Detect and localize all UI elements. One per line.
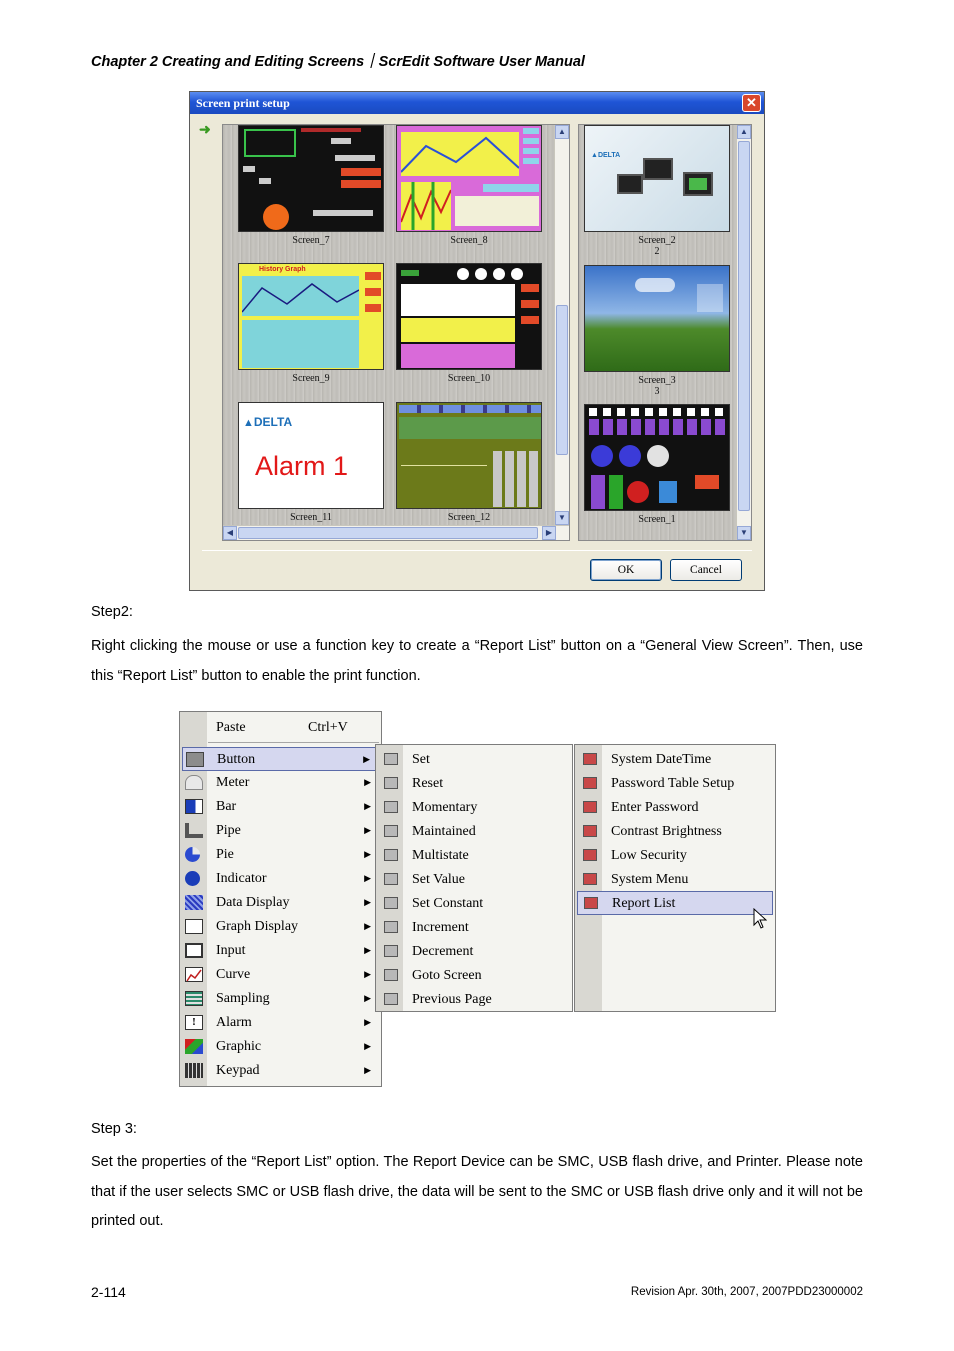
menu-item-label: Set Constant (412, 896, 484, 911)
submenu-item-password-table-setup[interactable] (577, 772, 773, 796)
menu-item-label: Input (216, 943, 246, 958)
menu-item-label: Maintained (412, 824, 476, 839)
revision-info: Revision Apr. 30th, 2007, 2007PDD23000002 (630, 1286, 863, 1298)
screen-thumbnail[interactable] (396, 402, 542, 523)
button-icon (384, 825, 398, 837)
submenu-item-previous-page[interactable] (378, 988, 570, 1012)
menu-item-input[interactable] (182, 939, 379, 963)
close-icon[interactable]: ✕ (742, 94, 761, 112)
menu-item-label: Sampling (216, 991, 270, 1006)
submenu-arrow-icon: ▶ (364, 1041, 371, 1051)
menu-item-indicator[interactable] (182, 867, 379, 891)
submenu-arrow-icon: ▶ (363, 754, 370, 764)
thumbnail-label: Screen_12 (447, 512, 491, 523)
button-icon (384, 945, 398, 957)
menu-item-label: Keypad (216, 1063, 260, 1078)
thumbnail-number: 2 (654, 246, 660, 257)
line-graph-icon (401, 132, 519, 176)
delta-logo: ▲DELTA (243, 415, 293, 429)
input-icon (185, 943, 203, 958)
thumbnail-caption: History Graph (259, 266, 306, 273)
thumbnail-label: Screen_11 (290, 512, 332, 523)
meter-icon (185, 775, 203, 790)
cancel-button[interactable]: Cancel (670, 559, 742, 581)
step2-heading: Step2: (91, 604, 133, 620)
scroll-down-icon[interactable]: ▼ (737, 526, 751, 540)
submenu-item-reset[interactable] (378, 772, 570, 796)
screen-thumbnail[interactable] (584, 125, 730, 257)
dialog-title: Screen print setup (196, 96, 290, 110)
pipe-icon (185, 823, 203, 838)
menu-item-label: Reset (412, 776, 444, 791)
scroll-thumb[interactable] (238, 527, 538, 539)
data-display-icon (185, 895, 203, 910)
screen-thumbnail[interactable] (584, 404, 730, 525)
menu-item-label: Pie (216, 847, 234, 862)
submenu-item-set-value[interactable] (378, 868, 570, 892)
submenu-item-system-datetime[interactable] (577, 748, 773, 772)
submenu-arrow-icon: ▶ (364, 993, 371, 1003)
menu-item-label: Graph Display (216, 919, 299, 934)
menu-item-sampling[interactable] (182, 987, 379, 1011)
context-menu (179, 711, 382, 1087)
menu-item-label: System DateTime (611, 752, 712, 767)
thumbnail-image (396, 263, 542, 370)
submenu-item-multistate[interactable] (378, 844, 570, 868)
menu-item-label: Contrast Brightness (611, 824, 722, 839)
menu-item-label: Bar (216, 799, 237, 814)
thumbnail-image (584, 404, 730, 511)
thumbnail-number: 3 (654, 386, 660, 397)
graph-display-icon (185, 919, 203, 934)
alarm-icon: ! (185, 1015, 203, 1030)
menu-item-pie[interactable] (182, 843, 379, 867)
step3-text: Set the properties of the “Report List” option. The Report Device can be SMC, USB flash drive, and Printer. Please note that if the user selects SMC or USB flash drive, the data will be sent to the SMC or USB flash drive only and it will not be printed out. (91, 1154, 863, 1229)
system-button-submenu (574, 744, 776, 1012)
menu-item-label: Graphic (216, 1039, 262, 1054)
step3-heading: Step 3: (91, 1121, 137, 1137)
vertical-scrollbar[interactable] (554, 125, 569, 525)
button-icon (583, 801, 597, 813)
menu-separator (208, 742, 379, 743)
menu-item-label: Increment (412, 920, 469, 935)
button-submenu (375, 744, 573, 1012)
menu-item-label: Momentary (412, 800, 478, 815)
menu-item-label: Report List (612, 896, 676, 911)
scroll-thumb[interactable] (556, 305, 568, 455)
submenu-item-momentary[interactable] (378, 796, 570, 820)
thumbnail-image (584, 125, 730, 232)
step2-text: Right clicking the mouse or use a function key to create a “Report List” button on a “General View Screen”. Then, use this “Report List” button to enable the print function. (91, 638, 863, 684)
menu-item-bar[interactable] (182, 795, 379, 819)
submenu-arrow-icon: ▶ (364, 921, 371, 931)
menu-item-button[interactable] (182, 747, 379, 771)
bar-graph-icon (401, 182, 451, 230)
menu-item-graph-display[interactable] (182, 915, 379, 939)
screen-thumbnail[interactable] (396, 125, 542, 246)
thumbnail-label: Screen_8 (450, 235, 488, 246)
submenu-item-increment[interactable] (378, 916, 570, 940)
submenu-item-set[interactable] (378, 748, 570, 772)
thumbnail-label: Screen_2 (638, 235, 676, 246)
history-graph-icon (242, 276, 359, 316)
submenu-arrow-icon: ▶ (364, 1065, 371, 1075)
menu-item-data-display[interactable] (182, 891, 379, 915)
submenu-item-report-list[interactable] (577, 891, 773, 915)
scroll-up-icon[interactable]: ▲ (555, 125, 569, 139)
menu-item-label: Low Security (611, 848, 687, 863)
thumbnail-image (584, 265, 730, 372)
menu-shortcut: Ctrl+V (308, 720, 348, 735)
menu-item-label: Previous Page (412, 992, 492, 1007)
sampling-icon (185, 991, 203, 1006)
menu-item-pipe[interactable] (182, 819, 379, 843)
screen-thumbnail[interactable] (396, 263, 542, 384)
scroll-right-icon[interactable]: ▶ (542, 526, 556, 540)
menu-item-label: Button (217, 752, 256, 767)
ok-button[interactable]: OK (590, 559, 662, 581)
bar-icon (185, 799, 203, 814)
button-icon (384, 777, 398, 789)
screen-print-setup-dialog (189, 91, 765, 591)
button-icon (384, 753, 398, 765)
keypad-icon (185, 1063, 203, 1078)
menu-item-label: Indicator (216, 871, 267, 886)
dialog-separator (202, 550, 752, 551)
menu-item-label: Enter Password (611, 800, 699, 815)
arrow-right-icon: ➜ (199, 121, 211, 137)
submenu-item-system-menu[interactable] (577, 868, 773, 892)
mouse-cursor-icon (753, 908, 767, 930)
curve-icon (185, 967, 203, 982)
button-icon (583, 825, 597, 837)
button-icon (384, 921, 398, 933)
indicator-icon (185, 871, 200, 886)
submenu-arrow-icon: ▶ (364, 801, 371, 811)
button-icon (583, 849, 597, 861)
menu-item-label: Set Value (412, 872, 466, 887)
pie-icon (185, 847, 200, 862)
menu-item-paste[interactable] (182, 716, 379, 740)
graphic-icon (185, 1039, 203, 1054)
menu-item-graphic[interactable] (182, 1035, 379, 1059)
submenu-arrow-icon: ▶ (364, 777, 371, 787)
submenu-arrow-icon: ▶ (364, 945, 371, 955)
vertical-scrollbar[interactable] (736, 125, 751, 540)
button-icon (384, 897, 398, 909)
thumbnail-label: Screen_1 (638, 514, 676, 525)
menu-item-label: Decrement (412, 944, 474, 959)
submenu-arrow-icon: ▶ (364, 849, 371, 859)
thumbnail-label: Screen_9 (292, 373, 330, 384)
submenu-item-low-security[interactable] (577, 844, 773, 868)
button-icon (186, 752, 204, 767)
button-icon (583, 753, 597, 765)
submenu-arrow-icon: ▶ (364, 1017, 371, 1027)
menu-item-label: Curve (216, 967, 251, 982)
screen-thumbnail[interactable] (238, 263, 384, 384)
menu-item-label: Paste (216, 720, 246, 735)
thumbnail-image (396, 125, 542, 232)
menu-item-label: Set (412, 752, 430, 767)
button-icon (583, 873, 597, 885)
thumbnail-label: Screen_7 (292, 235, 330, 246)
screen-list-pane[interactable] (222, 124, 570, 541)
submenu-item-set-constant[interactable] (378, 892, 570, 916)
selected-screen-pane[interactable] (578, 124, 752, 541)
menu-item-curve[interactable] (182, 963, 379, 987)
submenu-item-enter-password[interactable] (577, 796, 773, 820)
horizontal-scrollbar[interactable] (223, 525, 570, 540)
screen-thumbnail[interactable] (238, 125, 384, 246)
thumbnail-label: Screen_10 (447, 373, 491, 384)
menu-item-label: Password Table Setup (611, 776, 735, 791)
button-icon (384, 993, 398, 1005)
button-icon (384, 801, 398, 813)
thumbnail-image (396, 402, 542, 509)
button-icon (384, 969, 398, 981)
dialog-title-bar (190, 92, 764, 114)
menu-item-label: Data Display (216, 895, 290, 910)
page-header: Chapter 2 Creating and Editing Screens｜ScrEdit Software User Manual (91, 54, 585, 70)
scroll-down-icon[interactable]: ▼ (555, 511, 569, 525)
thumbnail-label: Screen_3 (638, 375, 676, 386)
menu-item-label: Multistate (412, 848, 469, 863)
submenu-arrow-icon: ▶ (364, 825, 371, 835)
scroll-left-icon[interactable]: ◀ (223, 526, 237, 540)
submenu-item-decrement[interactable] (378, 940, 570, 964)
page-number: 2-114 (91, 1284, 126, 1300)
alarm-text: Alarm 1 (255, 451, 349, 481)
menu-item-meter[interactable] (182, 771, 379, 795)
submenu-item-maintained[interactable] (378, 820, 570, 844)
menu-item-label: System Menu (611, 872, 689, 887)
menu-item-label: Goto Screen (412, 968, 482, 983)
menu-item-alarm[interactable] (182, 1011, 379, 1035)
delta-logo: ▲DELTA (591, 152, 621, 159)
submenu-arrow-icon: ▶ (364, 897, 371, 907)
button-icon (583, 777, 597, 789)
thumbnail-image (238, 125, 384, 232)
menu-item-label: Alarm (216, 1015, 252, 1030)
submenu-item-contrast-brightness[interactable] (577, 820, 773, 844)
scroll-up-icon[interactable]: ▲ (737, 125, 751, 139)
thumbnail-image (238, 402, 384, 509)
scroll-thumb[interactable] (738, 141, 750, 511)
menu-item-label: Meter (216, 775, 250, 790)
button-icon (384, 849, 398, 861)
submenu-arrow-icon: ▶ (364, 873, 371, 883)
thumbnail-image (238, 263, 384, 370)
menu-item-label: Pipe (216, 823, 241, 838)
button-icon (384, 873, 398, 885)
submenu-arrow-icon: ▶ (364, 969, 371, 979)
screen-thumbnail[interactable] (238, 402, 384, 523)
submenu-item-goto-screen[interactable] (378, 964, 570, 988)
menu-item-keypad[interactable] (182, 1059, 379, 1083)
context-menu-screenshot (179, 711, 776, 1088)
screen-thumbnail[interactable] (584, 265, 730, 397)
button-icon (584, 897, 598, 909)
